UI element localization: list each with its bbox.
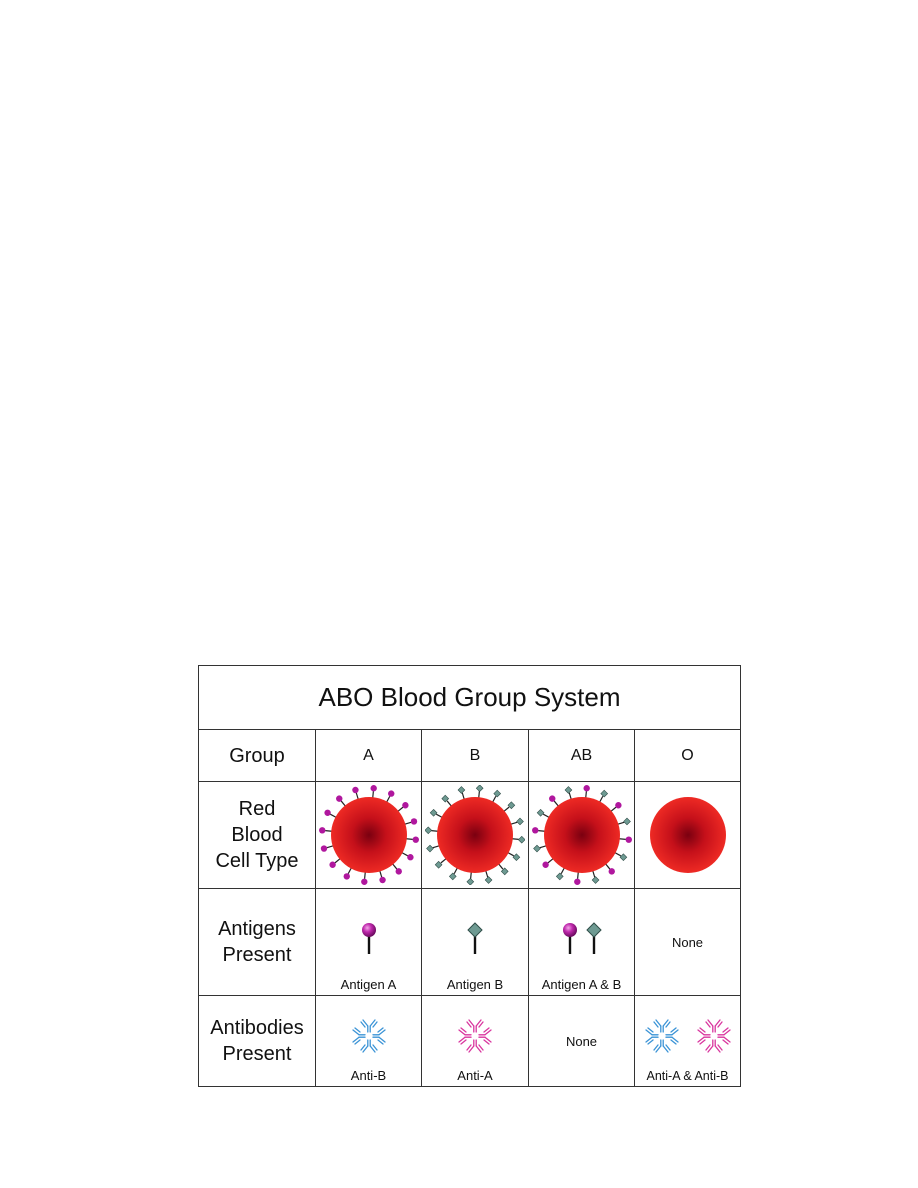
antibodies-row <box>199 996 740 1086</box>
antibody-y <box>646 1028 658 1044</box>
antibody-y <box>718 1028 730 1044</box>
antigens-header-cell <box>199 889 316 995</box>
antigen-b-head <box>556 873 563 880</box>
antigen-b-head <box>458 787 465 794</box>
antigen-b-head <box>517 818 524 825</box>
antigen-a-head <box>574 879 580 885</box>
antigen-a-head <box>410 818 416 824</box>
teal-diamond-antigen-icon <box>584 921 604 955</box>
group-row <box>199 730 740 782</box>
antibodies-header-line1: Antibodies <box>210 1017 304 1039</box>
antigen-cell-o <box>635 889 740 995</box>
rbc-header-line3: Cell Type <box>215 850 299 872</box>
group-cell-b <box>422 730 529 781</box>
antibodies-header-line2: Present <box>222 1043 292 1065</box>
antigen-b-head <box>533 845 540 852</box>
group-header-cell <box>199 730 316 781</box>
red-blood-cell-o-icon <box>638 785 738 885</box>
antigen-a-head <box>402 802 408 808</box>
magenta-ball-antigen-icon <box>560 921 580 955</box>
antigen-a-head <box>583 785 589 791</box>
antigen-a-head <box>388 790 394 796</box>
antibody-label-ab: None <box>565 1033 598 1049</box>
antigen-label-a: Antigen A <box>340 977 397 992</box>
group-name-b: B <box>469 746 481 764</box>
cell-body <box>650 797 726 873</box>
rbc-header-cell <box>199 782 316 888</box>
antigens-header-line1: Antigens <box>218 918 296 940</box>
antigen-a-head <box>615 802 621 808</box>
antigen-a-head <box>324 810 330 816</box>
antibody-cell-a <box>316 996 422 1086</box>
antigen-a-head <box>361 879 367 885</box>
antigen-label-ab: Antigen A & B <box>541 977 622 992</box>
antigen-b-head <box>513 854 520 861</box>
antigen-a-head <box>329 862 335 868</box>
title-row <box>199 666 740 730</box>
group-name-ab: AB <box>570 746 593 764</box>
antigen-label-o: None <box>671 934 704 950</box>
antigens-row <box>199 889 740 996</box>
antigen-b-head <box>565 787 572 794</box>
group-name-a: A <box>363 746 374 764</box>
group-cell-o <box>635 730 740 781</box>
antibody-label-b: Anti-A <box>457 1068 493 1083</box>
antibody-y <box>698 1028 710 1044</box>
rbc-header-line2: Blood <box>231 824 283 846</box>
antigen-b-head <box>518 836 525 843</box>
antigen-b-head <box>600 790 607 797</box>
antibody-y <box>706 1020 722 1032</box>
red-blood-cell-b-icon <box>425 785 525 885</box>
antibody-y <box>467 1040 483 1052</box>
antigen-a-head <box>319 827 325 833</box>
antibody-cell-ab <box>529 996 635 1086</box>
antibody-y <box>353 1028 365 1044</box>
group-header: Group <box>229 744 285 767</box>
antigen-a-head <box>532 827 538 833</box>
cell-body <box>437 797 513 873</box>
antigens-header-line2: Present <box>222 944 292 966</box>
rbc-cell-o <box>635 782 740 888</box>
antibody-y <box>706 1040 722 1052</box>
antigen-b-head <box>623 818 630 825</box>
antigen-a-head <box>542 862 548 868</box>
antigen-b-head <box>485 877 492 884</box>
antigen-b-head <box>592 877 599 884</box>
antibody-y <box>654 1020 670 1032</box>
antigen-cell-a <box>316 889 422 995</box>
antigen-b-head <box>476 785 483 792</box>
antibody-y <box>479 1028 491 1044</box>
red-blood-cell-ab-icon <box>532 785 632 885</box>
pink-antibody-icon <box>692 1014 736 1058</box>
antigen-a-head <box>370 785 376 791</box>
antigen-b-head <box>467 878 474 885</box>
blue-antibody-icon <box>640 1014 684 1058</box>
antigen-b-head <box>427 845 434 852</box>
antigen-a-head <box>395 868 401 874</box>
antigen-a-head <box>320 845 326 851</box>
antibody-cell-b <box>422 996 529 1086</box>
antigen-b-head <box>430 809 437 816</box>
antigen-cell-b <box>422 889 529 995</box>
antibody-cell-o <box>635 996 740 1086</box>
rbc-row <box>199 782 740 889</box>
antibodies-header-cell <box>199 996 316 1086</box>
rbc-cell-a <box>316 782 422 888</box>
cell-body <box>331 797 407 873</box>
antibody-y <box>459 1028 471 1044</box>
antigen-b-head <box>449 873 456 880</box>
teal-diamond-antigen-icon <box>465 921 485 955</box>
antibody-y <box>373 1028 385 1044</box>
antigen-b-head <box>537 809 544 816</box>
group-name-o: O <box>681 746 694 764</box>
antibody-y <box>654 1040 670 1052</box>
antigen-b-head <box>620 854 627 861</box>
rbc-cell-ab <box>529 782 635 888</box>
antibody-y <box>666 1028 678 1044</box>
antigen-a-head <box>412 836 418 842</box>
table-title: ABO Blood Group System <box>318 682 621 712</box>
rbc-cell-b <box>422 782 529 888</box>
antigen-a-head <box>608 868 614 874</box>
antigen-a-head <box>352 787 358 793</box>
antibody-label-a: Anti-B <box>350 1068 387 1083</box>
antigen-b-head <box>494 790 501 797</box>
antigen-label-b: Antigen B <box>446 977 504 992</box>
abo-table <box>198 665 741 1087</box>
antigen-a-head <box>336 795 342 801</box>
antigen-a-head <box>407 854 413 860</box>
antigen-cell-ab <box>529 889 635 995</box>
pink-antibody-icon <box>453 1014 497 1058</box>
red-blood-cell-a-icon <box>319 785 419 885</box>
antibody-label-o: Anti-A & Anti-B <box>646 1069 729 1083</box>
group-cell-a <box>316 730 422 781</box>
group-cell-ab <box>529 730 635 781</box>
antibody-y <box>467 1020 483 1032</box>
blue-antibody-icon <box>347 1014 391 1058</box>
cell-body <box>544 797 620 873</box>
antibody-y <box>361 1040 377 1052</box>
magenta-ball-antigen-icon <box>359 921 379 955</box>
antigen-a-head <box>625 836 631 842</box>
antigen-a-head <box>343 873 349 879</box>
rbc-header-line1: Red <box>238 798 276 820</box>
antibody-y <box>361 1020 377 1032</box>
antigen-a-head <box>379 877 385 883</box>
antigen-a-head <box>549 795 555 801</box>
antigen-b-head <box>425 827 432 834</box>
